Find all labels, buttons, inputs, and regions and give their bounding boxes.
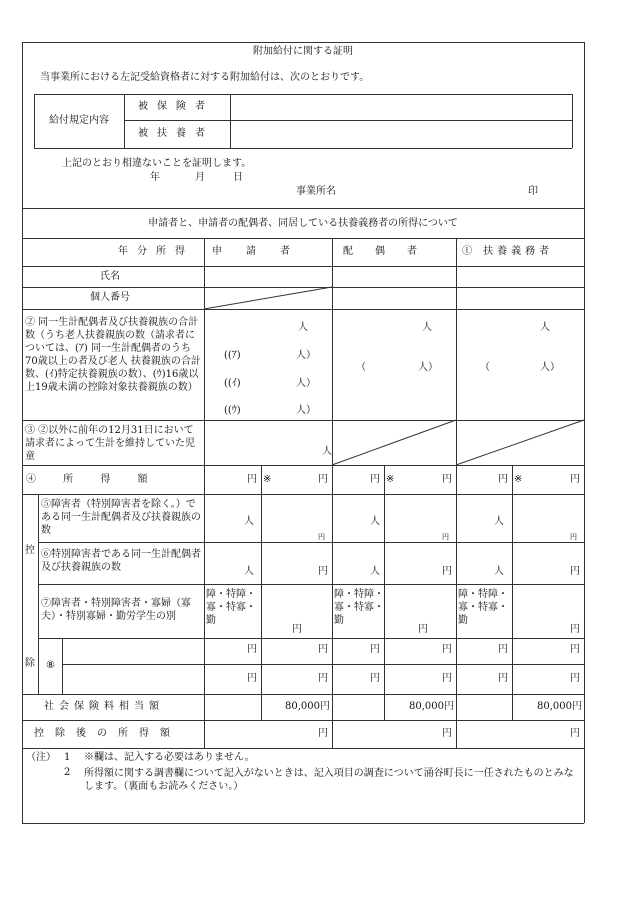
after-yen-1: 円 xyxy=(318,728,328,739)
after-yen-2: 円 xyxy=(442,728,452,739)
children-person-unit: 人 xyxy=(322,446,332,457)
r6-person-1: 人 xyxy=(244,566,254,577)
r8b-yen-5: 円 xyxy=(498,673,508,684)
social-amount-applicant: 80,000円 xyxy=(285,701,330,712)
my-number-label: 個人番号 xyxy=(90,292,130,303)
note-label: （注） xyxy=(26,752,56,763)
r8a-yen-5: 円 xyxy=(498,644,508,655)
sub-a-label: ((ｱ) xyxy=(224,350,241,361)
social-amount-spouse: 80,000円 xyxy=(409,701,454,712)
income-section-title: 申請者と、申請者の配偶者、同居している扶養義務者の所得について xyxy=(148,218,458,229)
r6-person-3: 人 xyxy=(494,566,504,577)
insured-benefit-field[interactable] xyxy=(232,96,570,118)
note-1-number: 1 xyxy=(64,752,71,763)
deduction-label-top: 控 xyxy=(25,545,35,556)
income-amount-label: ④ 所 得 額 xyxy=(26,474,160,485)
month-label: 月 xyxy=(195,172,205,183)
income-yen-1: 円 xyxy=(247,474,257,485)
deduction-label-bottom: 除 xyxy=(25,658,35,669)
supporter-paren-close: 人） xyxy=(540,362,560,373)
social-insurance-label: 社会保険料相当額 xyxy=(44,701,164,712)
r5-person-1: 人 xyxy=(244,516,254,527)
after-deduction-label: 控除後の所得額 xyxy=(34,728,181,739)
year-label: 年 xyxy=(150,172,160,183)
insured-label: 被保険者 xyxy=(138,101,214,112)
r8b-yen-1: 円 xyxy=(247,673,257,684)
r8b-yen-6: 円 xyxy=(570,673,580,684)
disability-type-label: ⑦障害者・特別障害者・寡婦（寡夫）・特別寡婦・勤労学生の別 xyxy=(41,598,191,622)
applicant-header: 申請者 xyxy=(212,246,314,257)
note-2: 所得額に関する調書欄について記入がないときは、記入項目の調査について涌谷町長に一任されたものとみなします。（裏面もお読みください。） xyxy=(84,768,574,792)
r5-person-3: 人 xyxy=(494,516,504,527)
note-2-number: 2 xyxy=(64,767,71,778)
r8a-yen-1: 円 xyxy=(247,644,257,655)
income-yen-2: 円 xyxy=(318,474,328,485)
dependents-count-label: ② 同一生計配偶者及び扶養親族の合計数（うち老人扶養親族の数（請求者については、(ｱ) 同一生計配偶者のうち70歳以上の者及び老人 扶養親族の合計数、(ｲ)特定扶養親族の数）、(ｳ)16歳以上19歳未満の控除対象扶養親族の数） xyxy=(25,317,201,393)
r7-yen-2: 円 xyxy=(418,624,428,635)
row8-label: ⑧ xyxy=(46,660,55,671)
r5-yen-3: 円 xyxy=(570,533,577,541)
r7-yen-3: 円 xyxy=(570,624,580,635)
confirm-text: 上記のとおり相違ないことを証明します。 xyxy=(62,158,252,169)
r7-yen-1: 円 xyxy=(292,624,302,635)
income-yen-6: 円 xyxy=(570,474,580,485)
spouse-paren-close: 人） xyxy=(418,362,438,373)
spouse-header: 配偶者 xyxy=(343,246,439,257)
supporter-person-unit: 人 xyxy=(540,322,550,333)
r7-options-spouse[interactable]: 障・特障・寡・特寡・勤 xyxy=(334,589,384,626)
dependent-children-label: ③ ②以外に前年の12月31日において請求者によって生計を維持していた児童 xyxy=(25,425,195,462)
social-amount-supporter: 80,000円 xyxy=(537,701,582,712)
seal-mark: 印 xyxy=(528,186,538,197)
income-yen-5: 円 xyxy=(498,474,508,485)
r8a-yen-4: 円 xyxy=(442,644,452,655)
r8a-yen-2: 円 xyxy=(318,644,328,655)
special-disabled-label: ⑥特別障害者である同一生計配偶者及び扶養親族の数 xyxy=(41,549,201,573)
r7-options-applicant[interactable]: 障・特障・寡・特寡・勤 xyxy=(206,589,256,626)
r5-yen-2: 円 xyxy=(442,533,449,541)
sub-u-label: ((ｳ) xyxy=(224,405,241,416)
note-1: ※欄は、記入する必要はありません。 xyxy=(84,752,255,763)
benefit-rule-label: 給付規定内容 xyxy=(49,115,109,126)
r8a-yen-3: 円 xyxy=(370,644,380,655)
income-yen-4: 円 xyxy=(442,474,452,485)
r7-options-supporter[interactable]: 障・特障・寡・特寡・勤 xyxy=(458,589,508,626)
income-mark-2: ※ xyxy=(386,474,395,485)
spouse-person-unit: 人 xyxy=(422,322,432,333)
r5-person-2: 人 xyxy=(370,516,380,527)
dependent-label: 被扶養者 xyxy=(138,128,214,139)
supporter-header: ① 扶養義務者 xyxy=(462,246,554,257)
applicant-person-unit: 人 xyxy=(298,322,308,333)
sub-u-unit: 人） xyxy=(296,405,316,416)
r5-yen-1: 円 xyxy=(318,533,325,541)
after-yen-3: 円 xyxy=(570,728,580,739)
year-income-header: 年分所得 xyxy=(118,246,194,257)
r8b-yen-2: 円 xyxy=(318,673,328,684)
income-mark-1: ※ xyxy=(263,474,272,485)
certificate-intro: 当事業所における左記受給資格者に対する附加給付は、次のとおりです。 xyxy=(40,72,370,83)
r6-yen-2: 円 xyxy=(442,566,452,577)
sub-a-unit: 人） xyxy=(296,350,316,361)
r6-person-2: 人 xyxy=(370,566,380,577)
r8b-yen-4: 円 xyxy=(442,673,452,684)
r8b-yen-3: 円 xyxy=(370,673,380,684)
supporter-paren-open: （ xyxy=(480,362,490,373)
certificate-title: 附加給付に関する証明 xyxy=(253,46,353,57)
sub-i-label: ((ｲ) xyxy=(224,378,241,389)
r6-yen-3: 円 xyxy=(570,566,580,577)
r6-yen-1: 円 xyxy=(318,566,328,577)
r8a-yen-6: 円 xyxy=(570,644,580,655)
income-mark-3: ※ xyxy=(514,474,523,485)
dependent-benefit-field[interactable] xyxy=(232,122,570,146)
name-label: 氏名 xyxy=(100,271,120,282)
disabled-dependents-label: ⑤障害者（特別障害者を除く。）である同一生計配偶者及び扶養親族の数 xyxy=(41,499,201,536)
sub-i-unit: 人） xyxy=(296,378,316,389)
office-name-label: 事業所名 xyxy=(296,186,336,197)
spouse-paren-open: （ xyxy=(356,362,366,373)
day-label: 日 xyxy=(233,172,243,183)
income-yen-3: 円 xyxy=(370,474,380,485)
